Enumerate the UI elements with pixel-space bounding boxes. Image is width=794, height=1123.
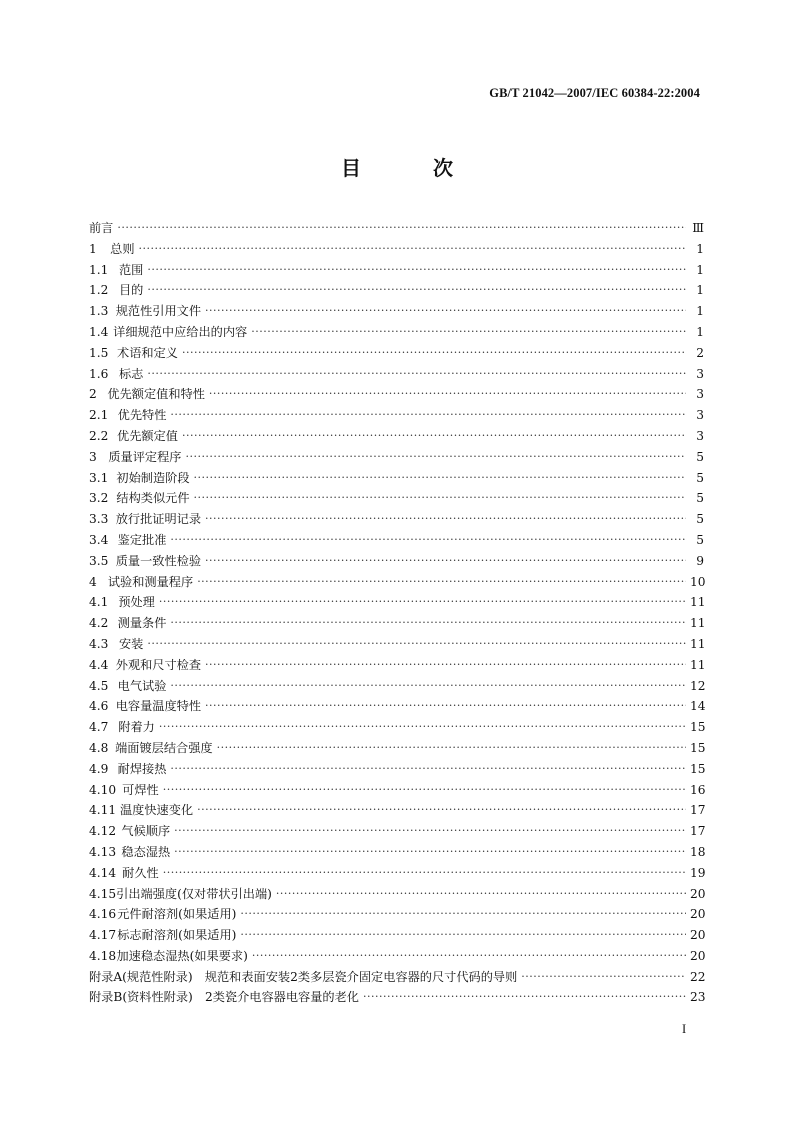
toc-entry-page: 17 (690, 803, 706, 818)
toc-entry-page: 19 (690, 865, 706, 880)
dot-leader (117, 218, 686, 239)
toc-entry[interactable] (89, 572, 704, 593)
dot-leader (240, 904, 686, 925)
dot-leader (139, 239, 686, 260)
dot-leader (205, 696, 686, 717)
toc-entry-page: 17 (690, 824, 706, 839)
toc-entry-number: 1.1 (89, 262, 109, 277)
toc-entry-page: 3 (696, 366, 704, 381)
toc-entry-number: 1.4 (89, 324, 109, 339)
toc-entry-page: 20 (690, 948, 706, 963)
toc-entry[interactable] (89, 260, 704, 281)
toc-entry[interactable] (89, 717, 704, 738)
dot-leader (276, 884, 686, 905)
toc-entry[interactable] (89, 405, 704, 426)
toc-entry-title: 耐焊接热 (117, 761, 167, 776)
toc-entry-number: 4.16 (89, 907, 117, 922)
toc-entry[interactable] (89, 967, 704, 988)
table-of-contents (89, 218, 704, 1008)
toc-entry-title: 目的 (118, 283, 144, 298)
toc-entry-title: 附录A(规范性附录) 规范和表面安装2类多层瓷介固定电容器的尺寸代码的导则 (89, 969, 518, 984)
toc-entry-page: 15 (690, 740, 706, 755)
toc-entry-page: 3 (696, 408, 704, 423)
dot-leader (205, 551, 686, 572)
toc-entry-page: 16 (690, 782, 706, 797)
toc-entry-page: 1 (696, 262, 704, 277)
toc-entry-page: 1 (696, 283, 704, 298)
dot-leader (363, 987, 686, 1008)
toc-entry-page: 20 (690, 928, 706, 943)
toc-entry-page: 3 (696, 387, 704, 402)
toc-entry-title: 端面镀层结合强度 (115, 740, 213, 755)
toc-entry[interactable] (89, 842, 704, 863)
dot-leader (521, 967, 686, 988)
dot-leader (159, 717, 686, 738)
toc-entry-title: 优先额定值 (117, 428, 178, 443)
toc-entry-number: 2.1 (89, 408, 109, 423)
toc-entry[interactable] (89, 821, 704, 842)
toc-entry-page: 15 (690, 720, 706, 735)
toc-entry-number: 2.2 (89, 428, 109, 443)
toc-entry[interactable] (89, 634, 704, 655)
toc-entry[interactable] (89, 447, 704, 468)
toc-entry-title: 范围 (118, 262, 144, 277)
toc-entry-number: 1 (89, 241, 97, 256)
dot-leader (209, 384, 686, 405)
toc-entry-number: 4.7 (89, 720, 109, 735)
toc-entry-page: 22 (690, 969, 706, 984)
dot-leader (182, 343, 686, 364)
toc-entry-title: 详细规范中应给出的内容 (113, 324, 248, 339)
toc-entry[interactable] (89, 696, 704, 717)
standard-number: GB/T 21042—2007/IEC 60384-22:2004 (489, 86, 700, 100)
toc-entry-page: 20 (690, 907, 706, 922)
toc-entry[interactable] (89, 676, 704, 697)
toc-entry-number: 4.6 (89, 699, 109, 714)
toc-entry-number: 4.1 (89, 595, 109, 610)
dot-leader (170, 530, 686, 551)
toc-entry-number: 4.11 (89, 803, 117, 818)
toc-entry-page: 5 (696, 512, 704, 527)
toc-entry-page: 5 (696, 532, 704, 547)
toc-entry-title: 预处理 (118, 595, 155, 610)
dot-leader (147, 260, 686, 281)
toc-entry-title: 标志 (118, 366, 144, 381)
toc-entry-title: 附着力 (118, 720, 155, 735)
toc-entry-page: 1 (696, 241, 704, 256)
toc-entry-number: 1.2 (89, 283, 109, 298)
dot-leader (217, 738, 686, 759)
page-number: I (682, 1022, 687, 1036)
toc-entry[interactable] (89, 488, 704, 509)
toc-entry-title: 元件耐溶剂(如果适用) (117, 907, 237, 922)
toc-entry-number: 4.12 (89, 824, 117, 839)
dot-leader (170, 759, 686, 780)
toc-entry[interactable] (89, 426, 704, 447)
toc-entry-page: 2 (696, 345, 704, 360)
toc-entry-title: 放行批证明记录 (115, 512, 202, 527)
toc-entry-title: 质量评定程序 (108, 449, 182, 464)
toc-entry-number: 4.18 (89, 948, 117, 963)
toc-entry-title: 质量一致性检验 (115, 553, 202, 568)
toc-entry-number: 4.14 (89, 865, 117, 880)
toc-entry-number: 4.3 (89, 636, 109, 651)
toc-entry-title: 稳态湿热 (121, 844, 171, 859)
toc-entry-number: 4.9 (89, 761, 109, 776)
toc-entry-title: 优先特性 (117, 408, 167, 423)
toc-entry-title: 电气试验 (117, 678, 167, 693)
toc-entry-title: 耐久性 (122, 865, 159, 880)
toc-entry-number: 2 (89, 387, 97, 402)
toc-entry[interactable] (89, 655, 704, 676)
toc-entry[interactable] (89, 364, 704, 385)
toc-entry[interactable] (89, 384, 704, 405)
toc-entry-number: 4.5 (89, 678, 109, 693)
toc-entry-page: 9 (696, 553, 704, 568)
dot-leader (170, 405, 686, 426)
toc-entry-title: 结构类似元件 (116, 491, 190, 506)
toc-entry[interactable] (89, 468, 704, 489)
toc-entry-title: 测量条件 (117, 616, 167, 631)
toc-entry[interactable] (89, 530, 704, 551)
toc-entry[interactable] (89, 509, 704, 530)
toc-entry-page: 11 (690, 616, 706, 631)
toc-entry-number: 3 (89, 449, 97, 464)
toc-entry-title: 标志耐溶剂(如果适用) (117, 928, 237, 943)
dot-leader (194, 488, 686, 509)
toc-entry-number: 3.5 (89, 553, 109, 568)
toc-entry-title: 引出端强度(仅对带状引出端) (116, 886, 272, 901)
toc-entry[interactable] (89, 301, 704, 322)
toc-entry[interactable] (89, 218, 704, 239)
dot-leader (147, 280, 686, 301)
dot-leader (194, 468, 686, 489)
toc-entry-number: 4 (89, 574, 97, 589)
toc-entry[interactable] (89, 987, 704, 1008)
dot-leader (205, 655, 686, 676)
toc-entry-number: 1.3 (89, 304, 109, 319)
dot-leader (159, 592, 686, 613)
dot-leader (147, 634, 686, 655)
dot-leader (205, 509, 686, 530)
toc-entry[interactable] (89, 738, 704, 759)
toc-entry-page: 12 (690, 678, 706, 693)
dot-leader (170, 676, 686, 697)
toc-entry[interactable] (89, 322, 704, 343)
toc-entry-title: 外观和尺寸检查 (115, 657, 202, 672)
toc-entry[interactable] (89, 800, 704, 821)
page-title: 目 次 (341, 156, 479, 180)
dot-leader (240, 925, 686, 946)
toc-entry-title: 安装 (118, 636, 144, 651)
toc-entry-page: 1 (696, 324, 704, 339)
toc-entry[interactable] (89, 904, 704, 925)
toc-entry-page: Ⅲ (692, 221, 704, 235)
toc-entry-number: 4.10 (89, 782, 117, 797)
toc-entry-page: 14 (690, 699, 706, 714)
toc-entry-title: 可焊性 (122, 782, 159, 797)
toc-entry-page: 11 (690, 595, 706, 610)
toc-entry-title: 试验和测量程序 (107, 574, 194, 589)
toc-entry-number: 3.1 (89, 470, 109, 485)
toc-entry-number: 1.6 (89, 366, 109, 381)
toc-entry[interactable] (89, 884, 704, 905)
toc-entry-title: 初始制造阶段 (116, 470, 190, 485)
toc-entry-number: 4.2 (89, 616, 109, 631)
toc-entry-title: 鉴定批准 (117, 532, 167, 547)
dot-leader (251, 322, 686, 343)
toc-entry-number: 1.5 (89, 345, 109, 360)
dot-leader (174, 821, 686, 842)
toc-entry-page: 11 (690, 636, 706, 651)
toc-entry-number: 3.2 (89, 491, 109, 506)
dot-leader (185, 447, 686, 468)
toc-entry[interactable] (89, 280, 704, 301)
toc-entry-number: 3.3 (89, 512, 109, 527)
toc-entry-number: 4.15 (89, 886, 117, 901)
toc-entry-title: 规范性引用文件 (115, 304, 202, 319)
toc-entry[interactable] (89, 925, 704, 946)
toc-entry-number: 4.13 (89, 844, 117, 859)
toc-entry[interactable] (89, 592, 704, 613)
toc-entry[interactable] (89, 759, 704, 780)
toc-entry-number: 4.17 (89, 928, 117, 943)
toc-entry-page: 5 (696, 449, 704, 464)
toc-entry-page: 1 (696, 304, 704, 319)
toc-entry-page: 18 (690, 844, 706, 859)
toc-entry-title: 气候顺序 (121, 824, 171, 839)
dot-leader (163, 780, 686, 801)
dot-leader (197, 572, 686, 593)
toc-entry-page: 11 (690, 657, 706, 672)
toc-entry-page: 20 (690, 886, 706, 901)
dot-leader (182, 426, 686, 447)
toc-entry-page: 10 (690, 574, 706, 589)
toc-entry-page: 15 (690, 761, 706, 776)
toc-entry-title: 附录B(资料性附录) 2类瓷介电容器电容量的老化 (89, 990, 359, 1005)
toc-entry-title: 加速稳态湿热(如果要求) (116, 948, 248, 963)
toc-entry-page: 5 (696, 491, 704, 506)
dot-leader (170, 613, 686, 634)
toc-entry-title: 温度快速变化 (119, 803, 194, 818)
toc-entry-number: 3.4 (89, 532, 109, 547)
toc-entry-number: 4.8 (89, 740, 109, 755)
toc-entry[interactable] (89, 551, 704, 572)
toc-entry-title: 电容量温度特性 (115, 699, 202, 714)
toc-entry[interactable] (89, 239, 704, 260)
dot-leader (197, 800, 686, 821)
toc-entry-number: 4.4 (89, 657, 109, 672)
toc-entry-title: 前言 (89, 221, 114, 235)
dot-leader (163, 863, 686, 884)
dot-leader (252, 946, 686, 967)
toc-entry-page: 5 (696, 470, 704, 485)
dot-leader (147, 364, 686, 385)
dot-leader (205, 301, 686, 322)
toc-entry[interactable] (89, 613, 704, 634)
toc-entry[interactable] (89, 343, 704, 364)
toc-entry-page: 3 (696, 428, 704, 443)
toc-entry-title: 优先额定值和特性 (107, 387, 205, 402)
toc-entry[interactable] (89, 780, 704, 801)
toc-entry-page: 23 (690, 990, 706, 1005)
toc-entry-title: 总则 (110, 241, 135, 256)
toc-entry[interactable] (89, 946, 704, 967)
toc-entry[interactable] (89, 863, 704, 884)
dot-leader (174, 842, 686, 863)
toc-entry-title: 术语和定义 (117, 345, 178, 360)
